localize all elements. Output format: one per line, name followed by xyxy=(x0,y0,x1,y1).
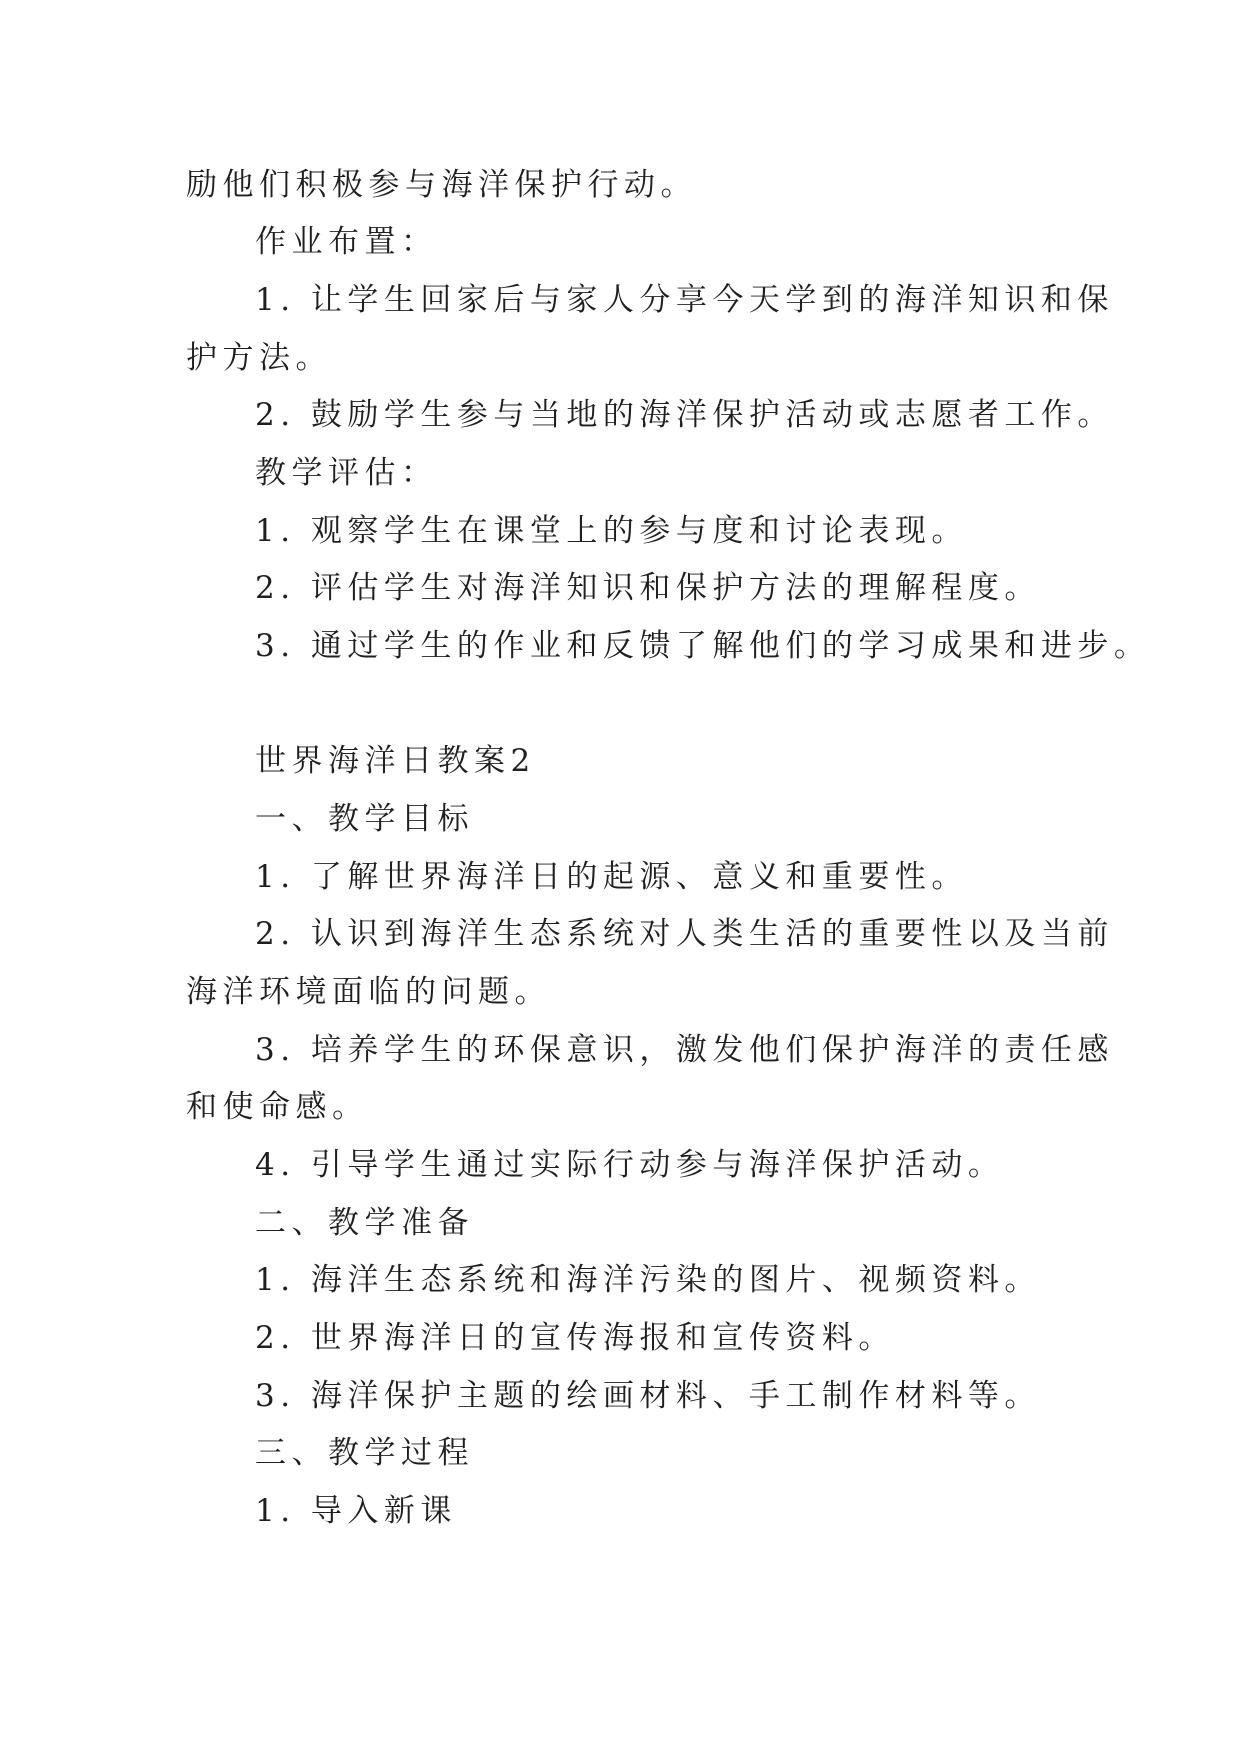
list-item: 2. 认识到海洋生态系统对人类生活的重要性以及当前 xyxy=(255,916,1114,952)
section-heading-objectives: 一、教学目标 xyxy=(255,801,474,837)
paragraph-continuation: 励他们积极参与海洋保护行动。 xyxy=(186,167,697,203)
list-item: 1. 观察学生在课堂上的参与度和讨论表现。 xyxy=(255,513,968,549)
list-item: 1. 导入新课 xyxy=(255,1493,457,1529)
list-item: 1. 让学生回家后与家人分享今天学到的海洋知识和保 xyxy=(255,282,1114,318)
section-heading-preparation: 二、教学准备 xyxy=(255,1205,474,1241)
list-item: 1. 了解世界海洋日的起源、意义和重要性。 xyxy=(255,859,968,895)
list-item: 3. 通过学生的作业和反馈了解他们的学习成果和进步。 xyxy=(255,628,1151,664)
list-item-continuation: 护方法。 xyxy=(186,340,332,376)
list-item-continuation: 和使命感。 xyxy=(186,1089,369,1125)
list-item: 4. 引导学生通过实际行动参与海洋保护活动。 xyxy=(255,1147,1005,1183)
list-item: 2. 鼓励学生参与当地的海洋保护活动或志愿者工作。 xyxy=(255,397,1114,433)
list-item-continuation: 海洋环境面临的问题。 xyxy=(186,974,551,1010)
section-heading-evaluation: 教学评估： xyxy=(255,455,438,491)
list-item: 2. 世界海洋日的宣传海报和宣传资料。 xyxy=(255,1320,895,1356)
list-item: 3. 海洋保护主题的绘画材料、手工制作材料等。 xyxy=(255,1378,1041,1414)
section-heading-homework: 作业布置： xyxy=(255,224,438,260)
list-item: 1. 海洋生态系统和海洋污染的图片、视频资料。 xyxy=(255,1262,1041,1298)
list-item: 3. 培养学生的环保意识，激发他们保护海洋的责任感 xyxy=(255,1032,1114,1068)
section-heading-process: 三、教学过程 xyxy=(255,1435,474,1471)
document-title: 世界海洋日教案2 xyxy=(255,743,536,779)
list-item: 2. 评估学生对海洋知识和保护方法的理解程度。 xyxy=(255,570,1041,606)
